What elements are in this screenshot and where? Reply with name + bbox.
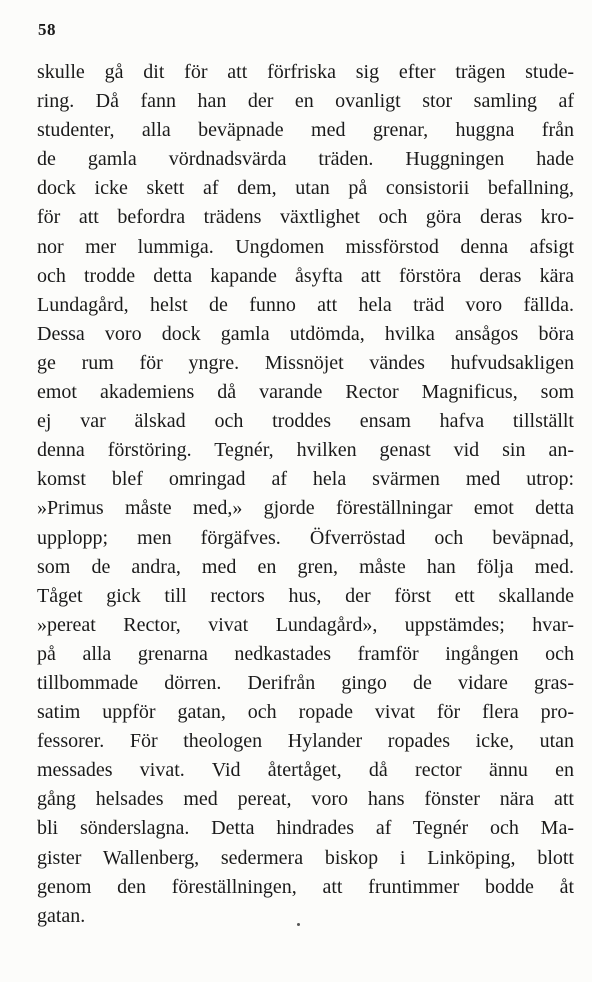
text-line: Dessa voro dock gamla utdömda, hvilka ansågos böra [37,322,574,345]
text-line: satim uppför gatan, och ropade vivat för flera pro- [37,701,574,724]
text-line: tillbommade dörren. Derifrån gingo de vidare gras- [37,671,574,694]
text-line: Lundagård, helst de funno att hela träd voro fällda. [37,293,574,316]
ink-speck [297,923,300,926]
page-number: 58 [38,20,56,39]
text-line: för att befordra trädens växtlighet och göra deras kro- [37,206,574,229]
text-line: gister Wallenberg, sedermera biskop i Linköping, blott [37,846,574,869]
text-line: ring. Då fann han der en ovanligt stor samling af [37,90,574,113]
body-text [37,58,574,931]
text-line: nor mer lummiga. Ungdomen missförstod denna afsigt [37,235,574,258]
text-line: »Primus måste med,» gjorde föreställningar emot detta [37,497,574,520]
text-line: gång helsades med pereat, voro hans fönster nära att [37,788,574,811]
text-line: och trodde detta kapande åsyfta att förstöra deras kära [37,264,574,287]
text-line: dock icke skett af dem, utan på consistorii befallning, [37,177,574,200]
text-line: gatan. [37,904,86,927]
text-line: upplopp; men förgäfves. Öfverröstad och beväpnad, [37,526,574,549]
text-line: ej var älskad och troddes ensam hafva tillställt [37,410,574,433]
text-line: de gamla vördnadsvärda träden. Huggningen hade [37,148,574,171]
text-line: emot akademiens då varande Rector Magnificus, som [37,381,574,404]
text-line: Tåget gick till rectors hus, der först ett skallande [37,584,574,607]
text-line: studenter, alla beväpnade med grenar, huggna från [37,119,574,142]
text-line: ge rum för yngre. Missnöjet vändes hufvudsakligen [37,351,574,374]
text-line: på alla grenarna nedkastades framför ingången och [37,642,574,665]
text-line: fessorer. För theologen Hylander ropades icke, utan [37,730,574,753]
text-line: bli sönderslagna. Detta hindrades af Tegnér och Ma- [37,817,574,840]
text-line: »pereat Rector, vivat Lundagård», uppstämdes; hvar- [37,613,574,636]
text-line: genom den föreställningen, att fruntimmer bodde åt [37,875,574,898]
text-line: skulle gå dit för att förfriska sig efter trägen stude- [37,61,574,83]
text-line: messades vivat. Vid återtåget, då rector ännu en [37,759,574,782]
text-line: denna förstöring. Tegnér, hvilken genast vid sin an- [37,439,574,462]
text-line: komst blef omringad af hela svärmen med utrop: [37,468,574,491]
text-line: som de andra, med en gren, måste han följa med. [37,555,574,578]
